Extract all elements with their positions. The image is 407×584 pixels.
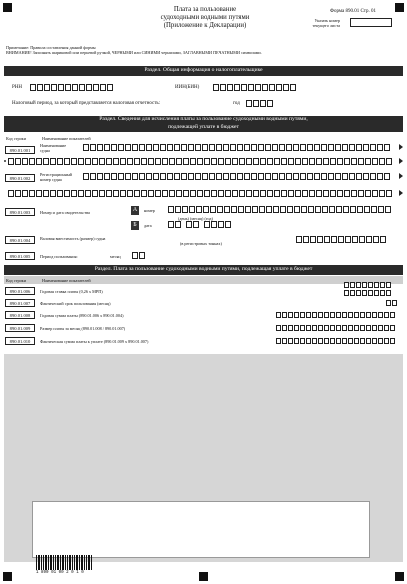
usage-month-cells[interactable]	[132, 252, 145, 259]
form-number-label: Форма 890.01 Стр. 01	[330, 9, 376, 14]
row-label-gross-tonnage-hint: (в регистровых тоннах)	[180, 241, 222, 246]
monthly-amount-cells[interactable]	[276, 325, 395, 331]
certificate-day-cells[interactable]	[168, 221, 181, 228]
section3-col-code: Код строки	[6, 278, 26, 283]
row-label-annual-amount: Годовая сумма платы (890.01.006 х 890.01.004)	[40, 313, 124, 318]
annual-rate-cells-top[interactable]	[344, 282, 391, 288]
registration-arrow-2	[399, 190, 403, 196]
certificate-month-cells[interactable]	[186, 221, 199, 228]
row-label-usage-period: Период пользования:	[40, 254, 78, 259]
corner-marker-bottom-center	[199, 572, 208, 581]
row-label-actual-period: Фактический срок пользования (месяц)	[40, 301, 111, 306]
row-label-actual-amount: Фактическая сумма платы к уплате (890.01.009 х 890.01.007)	[40, 339, 149, 344]
actual-amount-cells[interactable]	[276, 338, 395, 344]
sheet-number-field[interactable]	[350, 18, 392, 27]
corner-marker-bottom-left	[3, 572, 12, 581]
row-code-890-01-009: 890.01.009	[5, 324, 35, 332]
form-notes	[6, 45, 401, 55]
row-label-annual-rate: Годовая ставка платы (0,26 х МРП)	[40, 289, 103, 294]
annual-amount-cells[interactable]	[276, 312, 395, 318]
letter-b-marker: Б	[131, 221, 139, 230]
row-code-890-01-003: 890.01.003	[5, 208, 35, 216]
letter-a-marker: А	[132, 207, 138, 213]
row-code-890-01-001: 890.01.001	[5, 146, 35, 154]
vessel-name-arrow-1	[399, 144, 403, 150]
form-title	[120, 6, 290, 30]
iin-input-cells[interactable]	[213, 84, 296, 91]
row-label-registration-number: Регистрационный номер судна	[40, 172, 72, 182]
notes-white-box[interactable]	[32, 501, 370, 558]
vessel-name-cells-line-1[interactable]	[83, 144, 390, 151]
sheet-number-label: Указать номер текущего листа	[312, 18, 340, 28]
row-code-890-01-007: 890.01.007	[5, 299, 35, 307]
certificate-date-hint: (день) (месяц) (год)	[178, 216, 213, 221]
corner-marker-top-right	[395, 3, 404, 12]
certificate-number-cells[interactable]	[168, 206, 391, 213]
section-calculation-header: Раздел. Сведения для исчисления платы за пользование судоходными водными путями, подлежащей уплате в бюджет	[4, 116, 403, 132]
row-code-890-01-008: 890.01.008	[5, 311, 35, 319]
section3-col-name: Наименование показателей	[42, 278, 91, 283]
continuation-dot	[4, 160, 6, 162]
vessel-name-cells-line-2[interactable]	[8, 158, 392, 165]
corner-marker-top-left	[3, 3, 12, 12]
iin-label: ИИН(БИН)	[175, 85, 200, 90]
certificate-year-cells[interactable]	[204, 221, 231, 228]
actual-period-cells[interactable]	[386, 300, 397, 306]
form-title-line-1: Плата за пользование	[173, 6, 237, 13]
notes-line-2: ВНИМАНИЕ! Заполнять шариковой или перьевой ручкой, ЧЕРНЫМИ или СИНИМИ чернилами, ЗАГЛАВНЫМИ ПЕЧАТНЫМИ символами.	[6, 50, 262, 55]
notes-line-1: Примечание: Правила составления данной формы	[6, 45, 96, 50]
year-label: год	[233, 101, 240, 106]
row-code-890-01-004: 890.01.004	[5, 236, 35, 244]
form-title-line-2: судоходными водными путями	[160, 14, 250, 21]
annual-rate-cells[interactable]	[344, 290, 391, 296]
row-label-gross-tonnage: Валовая вместимость (размер) судна	[40, 236, 106, 241]
barcode	[36, 555, 92, 570]
certificate-date-label: дата	[144, 223, 152, 228]
section2-col-name: Наименование показателей	[42, 136, 91, 141]
tax-period-label: Налоговый период, за который представляется налоговая отчетность:	[12, 101, 161, 106]
row-label-monthly-amount: Размер платы за месяц (890.01.008 / 890.01.007)	[40, 326, 126, 331]
gross-tonnage-cells[interactable]	[296, 236, 386, 243]
year-input-cells[interactable]	[246, 100, 273, 107]
section-general-info-header: Раздел. Общая информация о налогоплательщике	[4, 66, 403, 76]
section2-col-code: Код строки	[6, 136, 26, 141]
row-code-890-01-005: 890.01.005	[5, 252, 35, 260]
rnn-label: РНН	[12, 85, 23, 90]
section-payment-header: Раздел. Плата за пользование судоходными водными путями, подлежащая уплате в бюджет	[4, 265, 403, 275]
row-code-890-01-006: 890.01.006	[5, 287, 35, 295]
row-label-month: месяц	[110, 254, 121, 259]
form-title-line-3: (Приложение к Декларации)	[163, 22, 247, 29]
row-label-certificate: Номер и дата свидетельства	[40, 210, 90, 215]
vessel-name-arrow-2	[399, 158, 403, 164]
rnn-input-cells[interactable]	[30, 84, 113, 91]
registration-arrow-1	[399, 173, 403, 179]
registration-number-cells-line-2[interactable]	[8, 190, 392, 197]
barcode-number: 1 890 01 00 2 0 1 0	[36, 571, 84, 575]
certificate-number-label: номер	[144, 208, 155, 213]
row-label-vessel-name: Наименование судна	[40, 143, 67, 153]
row-code-890-01-002: 890.01.002	[5, 174, 35, 182]
registration-number-cells-line-1[interactable]	[83, 173, 390, 180]
row-code-890-01-010: 890.01.010	[5, 337, 35, 345]
corner-marker-bottom-right	[395, 572, 404, 581]
